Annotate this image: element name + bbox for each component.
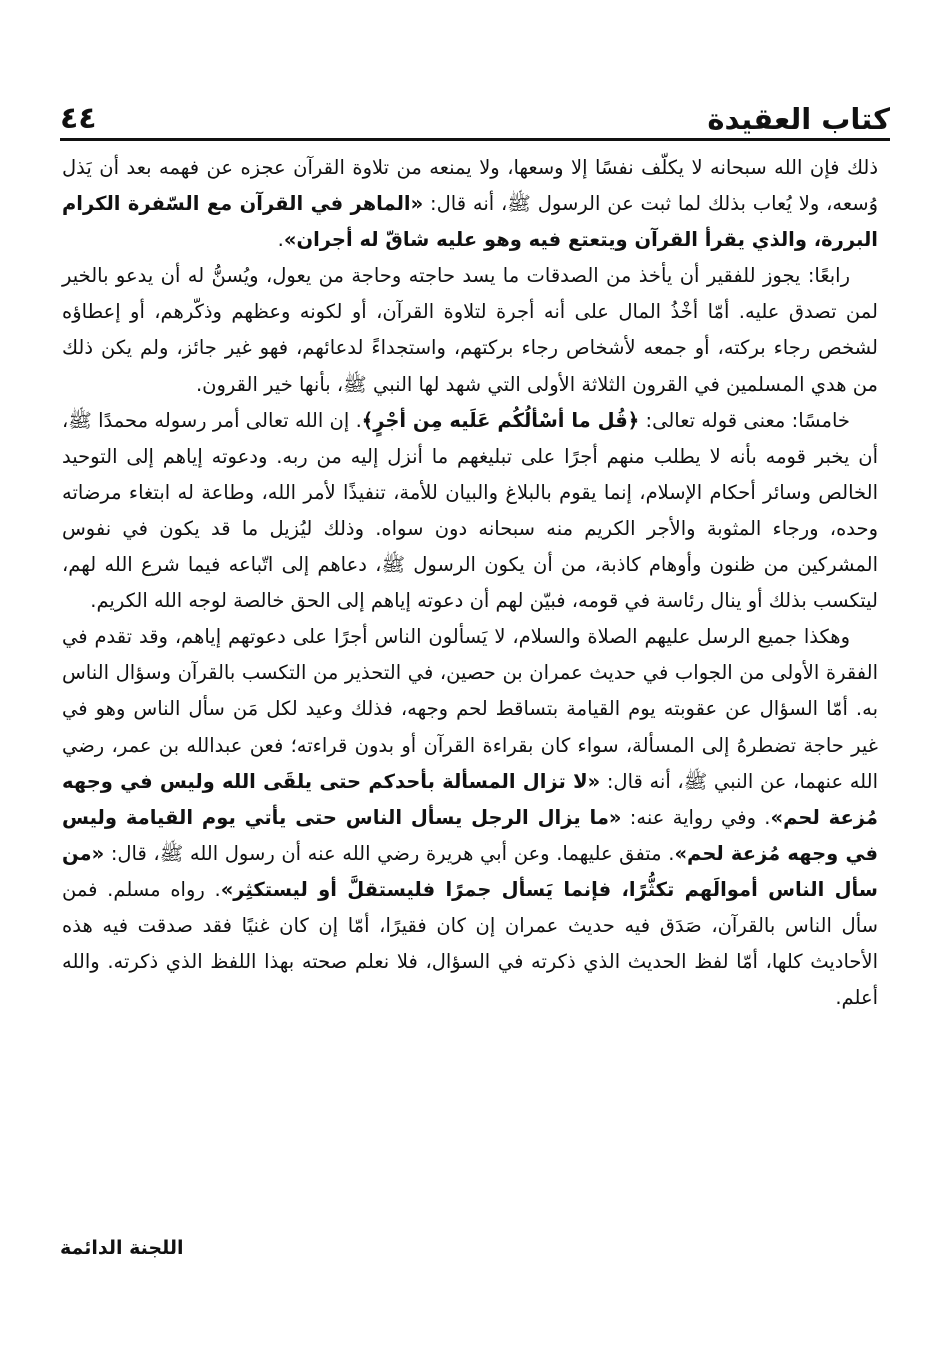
paragraph-2 xyxy=(62,258,878,402)
body-text xyxy=(62,150,878,1016)
signature: اللجنة الدائمة xyxy=(60,1237,184,1259)
text-run: خامسًا: معنى قوله تعالى: xyxy=(639,408,850,432)
text-run: . وفي رواية عنه: xyxy=(621,805,771,829)
text-run: . xyxy=(277,228,284,252)
text-run: ذلك فإن الله سبحانه لا يكلّف نفسًا إلا وسعها، ولا يمنعه من تلاوة القرآن عجزه عن فهمه بعد أن يَذل وُسعه، ولا يُعاب بذلك لما ثبت عن الرسول ﷺ، أنه قال: xyxy=(62,156,879,216)
page-number: ٤٤ xyxy=(60,101,97,136)
text-run: . متفق عليهما. وعن أبي هريرة رضي الله عنه أن رسول الله ﷺ، قال: xyxy=(104,841,675,865)
paragraph-3 xyxy=(62,403,878,620)
header-rule xyxy=(60,138,890,141)
paragraph-4 xyxy=(62,619,878,1016)
text-run: رابعًا: يجوز للفقير أن يأخذ من الصدقات ما يسد حاجته وحاجة من يعول، ويُسنُّ له أن يدعو بالخير لمن تصدق عليه. أمّا أخْذُ المال على أنه أجرة لتلاوة القرآن، أو لكونه وعظهم وذكّرهم، أو إعطاؤه لشخص رجاء بركته، أو جمعه لأشخاص رجاء بركتهم، واستجداءً لدعائهم، فهو غير جائز، ولم يكن ذلك من هدي المسلمين في القرون الثلاثة الأولى التي شهد لها النبي ﷺ، بأنها خير القرون. xyxy=(62,264,878,396)
text-run: وهكذا جميع الرسل عليهم الصلاة والسلام، لا يَسألون الناس أجرًا على دعوتهم إياهم، وقد تقدم في الفقرة الأولى من الجواب في حديث عمران بن حصين، في التحذير من التكسب بالقرآن وسؤال الناس به. أمّا السؤال عن عقوبته يوم القيامة بتساقط لحم وجهه، فذلك وعيد لكل مَن سأل الناس وهو في غير حاجة تضطرهُ إلى المسألة، سواء كان بقراءة القرآن أو بدون قراءته؛ فعن عبدالله بن عمر، رضي الله عنهما، عن النبي ﷺ، أنه قال: xyxy=(62,625,878,793)
text-run: . إن الله تعالى أمر رسوله محمدًا ﷺ، أن يخبر قومه بأنه لا يطلب منهم أجرًا على تبليغهم ما أنزل إليه من ربه. ودعوته إياهم إلى التوحيد الخالص وسائر أحكام الإسلام، إنما يقوم بالبلاغ والبيان للأمة، تنفيذًا لأمر الله، وطاعة له ابتغاء مرضاته وحده، ورجاء المثوبة والأجر الكريم منه سبحانه دون سواه. وذلك ليُزيل ما قد يكون في نفوس المشركين من ظنون وأوهام كاذبة، من أن يكون الرسول ﷺ، دعاهم إلى اتّباعه فيما شرع الله لهم، ليتكسب بذلك أو ينال رئاسة في قومه، فبيّن لهم أن دعوته إياهم إلى الحق خالصة لوجه الله الكريم. xyxy=(62,408,878,613)
hadith-quote: «من سأل الناس أموالَهم تكثُّرًا، فإنما يَسأل جمرًا فليستقلَّ أو ليستكثِر» xyxy=(62,841,878,901)
text-run: . رواه مسلم. فمن سأل الناس بالقرآن، صَدَق فيه حديث عمران إن كان فقيرًا، أمّا إن كان غنيًا فقد صدقت فيه هذه الأحاديث كلها، أمّا لفظ الحديث الذي ذكرته في السؤال، فلا نعلم صحته بهذا اللفظ الذي ذكرته. والله أعلم. xyxy=(62,877,878,1010)
hadith-quote: «ما يزال الرجل يسأل الناس حتى يأتي يوم القيامة وليس في وجهه مُزعة لحم» xyxy=(62,805,878,865)
hadith-quote: «الماهر في القرآن مع السّفرة الكرام البررة، والذي يقرأ القرآن ويتعتع فيه وهو عليه شاقّ له أجران» xyxy=(62,192,878,252)
paragraph-1 xyxy=(62,150,878,258)
quran-verse: ﴿قُل ما أسْألُكُم عَلَيه مِن أجْرٍ﴾ xyxy=(361,408,640,432)
hadith-quote: «لا تزال المسألة بأحدكم حتى يلقَى الله وليس في وجهه مُزعة لحم» xyxy=(62,769,878,829)
page-header xyxy=(60,92,890,136)
book-title: كتاب العقيدة xyxy=(707,102,890,136)
